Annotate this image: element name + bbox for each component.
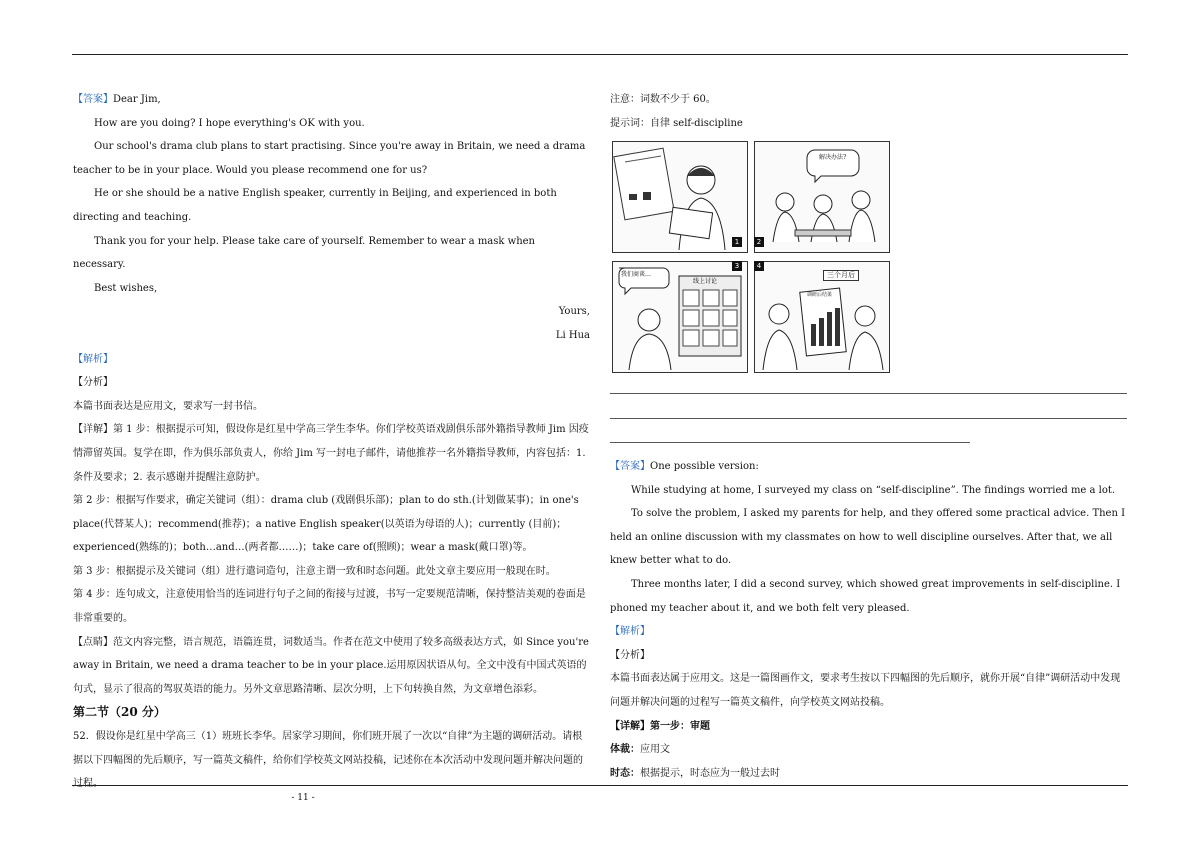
comment-text: 范文内容完整，语言规范，语篇连贯，词数适当。作者在范文中使用了较多高级表达方式，如 Since you're away in Britain, we need a drama teacher to be in your place.运用原因状语从句。全文中没有中国式英语的句式，显示了很高的驾驭英语的能力。另外文章思路清晰、层次分明，上下句转换自然，为文章增色添彩。 xyxy=(73,636,589,695)
detail-step1 xyxy=(73,418,590,489)
answer-tag: 【答案】 xyxy=(73,94,113,105)
left-column xyxy=(73,88,590,796)
letter-closing: Best wishes, xyxy=(94,282,158,294)
panel-number-3: 3 xyxy=(732,261,742,271)
step1-text: 第 1 步：根据提示可知，假设你是红星中学高三学生李华。你们学校英语戏剧俱乐部外籍指导教师 Jim 因疫情滞留英国。复学在即，作为俱乐部负责人，你给 Jim 写一封电子邮件，请他推荐一名外籍指导教师，内容包括：1. 条件及要求；2. 表示感谢并提醒注意防护。 xyxy=(73,424,589,483)
answer-tag-2: 【答案】 xyxy=(610,460,650,472)
letter-p2: Our school's drama club plans to start practising. Since you're away in Britain, we need a drama teacher to be in your place. Would you please recommend one for us? xyxy=(73,141,586,176)
letter-p3: He or she should be a native English speaker, currently in Beijing, and experienced in both directing and teaching. xyxy=(73,188,557,223)
comment-tag: 【点睛】 xyxy=(73,636,113,648)
question-52: 52．假设你是红星中学高三（1）班班长李华。居家学习期间，你们班开展了一次以“自律”为主题的调研活动。请根据以下四幅图的先后顺序，写一篇英文稿件，给你们学校英文网站投稿，记述你在本次活动中发现问题并解决问题的过程。 xyxy=(73,731,583,790)
panel-number-4: 4 xyxy=(754,261,764,271)
detail-step3: 第 3 步：根据提示及关键词（组）进行遣词造句，注意主谓一致和时态问题。此处文章主要应用一般现在时。 xyxy=(73,565,556,577)
detail-tag-2: 【详解】 xyxy=(610,720,650,732)
genre-value: 应用文 xyxy=(640,744,670,756)
page-number: - 11 - xyxy=(291,793,315,803)
panel-4-results-chart-icon xyxy=(754,261,890,373)
panel-4-banner: 三个月后 xyxy=(823,270,859,281)
detail-tag: 【详解】 xyxy=(73,424,113,436)
tense-value: 根据提示，时态应为一般过去时 xyxy=(640,767,780,779)
panel-2-family-discussion-icon xyxy=(754,141,890,253)
letter-p1: How are you doing? I hope everything's OK with you. xyxy=(94,117,365,129)
genre-label: 体裁： xyxy=(610,744,640,756)
right-column xyxy=(610,88,1127,785)
answer-blank-line-1 xyxy=(610,381,1127,394)
detail-step4: 第 4 步：连句成文，注意使用恰当的连词进行句子之间的衔接与过渡，书写一定要规范清晰，保持整洁美观的卷面是非常重要的。 xyxy=(73,589,586,625)
answer-p2: To solve the problem, I asked my parents for help, and they offered some practical advice. Then I held an online discussion with my classmates on how to well discipline ourselves. After that, we all knew better what to do. xyxy=(610,508,1126,567)
analysis-tag-2: 【解析】 xyxy=(610,626,650,638)
hint-words: 提示词：自律 self-discipline xyxy=(610,117,743,129)
header-rule xyxy=(72,54,1128,55)
answer-blank-line-3 xyxy=(610,430,970,443)
answer-salutation xyxy=(73,88,590,112)
genre-line xyxy=(610,738,1127,762)
answer-intro-text: One possible version: xyxy=(650,460,759,472)
detail-step2: 第 2 步：根据写作要求，确定关键词（组）：drama club (戏剧俱乐部)；plan to do sth.(计划做某事)；in one's place(代替某人)；recommend(推荐)；a native English speaker(以英语为母语的人)；currently (目前)；experienced(熟练的)；both…and…(两者都……)；take care of(照顾)；wear a mask(戴口罩)等。 xyxy=(73,495,579,554)
four-panel-figure xyxy=(612,141,888,373)
answer-p3: Three months later, I did a second survey, which showed great improvements in self-discipline. I phoned my teacher about it, and we both felt very pleased. xyxy=(610,578,1121,614)
panel-1-student-reading-survey-icon xyxy=(612,141,748,253)
answer-blank-line-2 xyxy=(610,406,1127,419)
footer-rule xyxy=(72,785,1128,786)
tense-line xyxy=(610,762,1127,786)
panel-3-bubble: 我们商谈… xyxy=(621,271,652,279)
analysis-tag: 【解析】 xyxy=(73,353,113,365)
word-count-note: 注意：词数不少于 60。 xyxy=(610,94,716,105)
letter-p4: Thank you for your help. Please take care of yourself. Remember to wear a mask when necessary. xyxy=(73,235,535,271)
fenxi-heading: 【分析】 xyxy=(73,377,113,389)
fenxi-text: 本篇书面表达是应用文，要求写一封书信。 xyxy=(73,400,263,412)
salutation: Dear Jim, xyxy=(113,94,161,105)
letter-yours: Yours, xyxy=(558,306,590,318)
panel-number-2: 2 xyxy=(754,237,764,247)
panel-3-screen-title: 线上讨论 xyxy=(693,278,718,286)
detail-step1-2 xyxy=(610,715,1127,739)
answer-p1: While studying at home, I surveyed my class on “self-discipline”. The findings worried me a lot. xyxy=(631,484,1116,496)
letter-signature: Li Hua xyxy=(555,329,590,341)
step1-text-2: 第一步：审题 xyxy=(650,720,710,732)
panel-2-bubble: 解决办法? xyxy=(819,154,847,162)
panel-4-chart-title: 调研后结果 xyxy=(807,292,833,299)
section-heading: 第二节（20 分） xyxy=(73,705,166,720)
fenxi-text-2: 本篇书面表达属于应用文。这是一篇图画作文，要求考生按以下四幅图的先后顺序，就你开展“自律”调研活动中发现问题并解决问题的过程写一篇英文稿件，向学校英文网站投稿。 xyxy=(610,673,1121,708)
answer-intro xyxy=(610,455,1127,479)
tense-label: 时态： xyxy=(610,767,640,779)
panel-3-online-discussion-icon xyxy=(612,261,748,373)
fenxi-heading-2: 【分析】 xyxy=(610,649,650,661)
panel-number-1: 1 xyxy=(732,237,742,247)
comment xyxy=(73,631,590,702)
